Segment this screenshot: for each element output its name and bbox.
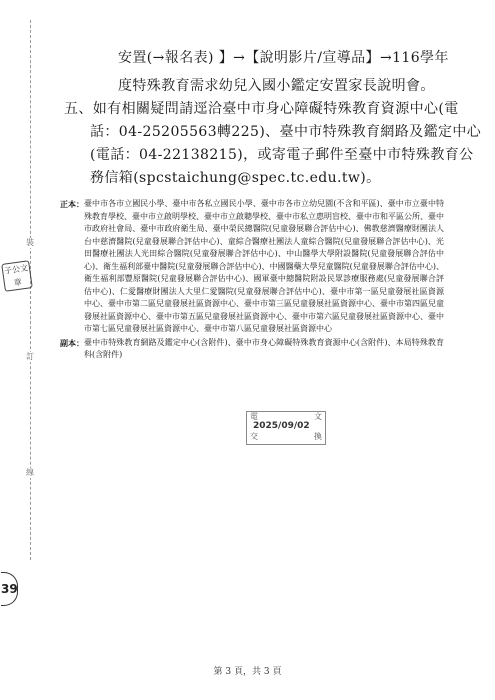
body-line-5: (電話：04-22138215)，或寄電子郵件至臺中市特殊教育公	[90, 147, 474, 163]
copy-label: 副本：	[60, 337, 84, 348]
distribution-list	[60, 198, 444, 362]
copy-text: 臺中市特殊教育網路及鑑定中心(含附件)、臺中市身心障礙特殊教育資源中心(含附件)、本局特殊教育科(含附件)	[84, 337, 444, 359]
page-number-stamp: 39	[1, 572, 18, 606]
body-line-1: 安置(→報名表) 】→【說明影片/宣導品】→116學年	[118, 50, 449, 66]
body-line-2: 度特殊教育需求幼兒入國小鑑定安置家長說明會。	[118, 78, 435, 94]
body-line-3: 五、如有相關疑問請逕洽臺中市身心障礙特殊教育資源中心(電	[64, 101, 459, 117]
copy-recipients	[60, 337, 444, 362]
binding-char-2: 訂	[26, 352, 34, 361]
primary-recipients	[60, 198, 444, 336]
e-document-seal: 子 公 文 章	[1, 260, 33, 292]
body-line-6: 務信箱(spcstaichung@spec.tc.edu.tw)。	[90, 170, 381, 186]
primary-label: 正本：	[60, 199, 84, 209]
body-line-4: 話：04-25205563轉225)、臺中市特殊教育網路及鑑定中心	[90, 124, 482, 140]
binding-char-1: 裝	[26, 238, 34, 247]
stamp-date: 2025/09/02	[253, 421, 310, 431]
binding-char-3: 線	[26, 468, 34, 477]
page-footer: 第 3 頁，共 3 頁	[213, 667, 282, 677]
primary-text: 臺中市各市立國民小學、臺中市各私立國民小學、臺中市各市立幼兒園(不含和平區)、臺中市立臺中特殊教育學校、臺中市立啟明學校、臺中市立啟聰學校、臺中市私立惠明盲校、臺中市和平區公所、臺中市政府社會局、臺中市政府衛生局、臺中榮民總醫院(兒童發展聯合評估中心)、佛教慈濟醫療財團法人台中慈濟醫院(兒童發展聯合評估中心)、童綜合醫療社團法人童綜合醫院(兒童發展聯合評估中心)、光田醫療社團法人光田綜合醫院(兒童發展聯合評估中心)、中山醫學大學附設醫院(兒童發展聯合評估中心)、衛生福利部臺中醫院(兒童發展聯合評估中心)、中國醫藥大學兒童醫院(兒童發展聯合評估中心)、衛生福利部豐原醫院(兒童發展聯合評估中心)、國軍臺中總醫院附設民眾診療服務處(兒童發展聯合評估中心)、仁愛醫療財團法人大里仁愛醫院(兒童發展聯合評估中心)、臺中市第一區兒童發展社區資源中心、臺中市第二區兒童發展社區資源中心、臺中市第三區兒童發展社區資源中心、臺中市第四區兒童發展社區資源中心、臺中市第五區兒童發展社區資源中心、臺中市第六區兒童發展社區資源中心、臺中市第七區兒童發展社區資源中心、臺中市第八區兒童發展社區資源中心	[84, 199, 444, 333]
date-exchange-stamp: 電 文 2025/09/02 交 換	[246, 411, 326, 445]
binding-line	[30, 20, 31, 560]
